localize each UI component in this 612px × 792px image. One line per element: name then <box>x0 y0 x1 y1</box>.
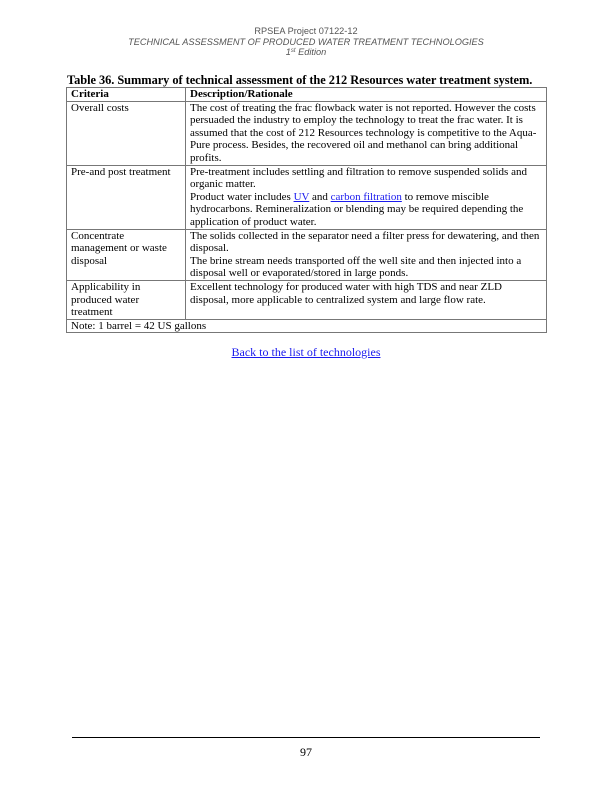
description-line: disposal, more applicable to centralized system and large flow rate. <box>190 293 486 306</box>
description-line: disposal well or evaporated/stored in large ponds. <box>190 267 409 280</box>
description-cell <box>186 280 547 319</box>
description-line <box>190 191 542 204</box>
header-description: Description/Rationale <box>186 88 547 102</box>
running-header <box>0 26 612 58</box>
back-link-container <box>0 345 612 360</box>
description-line: Pre-treatment includes settling and filtration to remove suspended solids and <box>190 165 527 178</box>
uv-link[interactable]: UV <box>293 190 310 203</box>
description-line: The brine stream needs transported off the well site and then injected into a <box>190 254 522 267</box>
description-cell <box>186 101 547 165</box>
criteria-cell <box>67 229 186 280</box>
criteria-cell <box>67 165 186 229</box>
description-line: hydrocarbons. Remineralization or blending may be required depending the <box>190 203 524 216</box>
description-line: The cost of treating the frac flowback water is not reported. However the costs <box>190 101 536 114</box>
table-header-row <box>67 88 547 102</box>
footer-divider <box>72 737 540 738</box>
criteria-cell <box>67 101 186 165</box>
description-line: The solids collected in the separator need a filter press for dewatering, and then <box>190 229 540 242</box>
description-line: profits. <box>190 151 222 164</box>
table-row <box>67 280 547 319</box>
text-segment: Product water includes <box>190 190 294 203</box>
description-line: Pure process. Besides, the recovered oil and methanol can bring additional <box>190 139 519 152</box>
edition-suffix: st <box>290 48 296 54</box>
description-cell <box>186 229 547 280</box>
description-line: organic matter. <box>190 178 256 191</box>
table-row <box>67 165 547 229</box>
header-criteria: Criteria <box>67 88 186 102</box>
criteria-text: Pre-and post treatment <box>71 165 171 178</box>
table-note: Note: 1 barrel = 42 US gallons <box>67 319 547 333</box>
criteria-text: Applicability in <box>71 280 141 293</box>
header-project: RPSEA Project 07122-12 <box>254 26 358 36</box>
page-number: 97 <box>300 745 312 759</box>
description-cell <box>186 165 547 229</box>
table-caption: Table 36. Summary of technical assessment of the 212 Resources water treatment system. <box>67 73 533 87</box>
header-title: TECHNICAL ASSESSMENT OF PRODUCED WATER TREATMENT TECHNOLOGIES <box>128 36 484 47</box>
criteria-text: produced water <box>71 293 140 306</box>
description-line: assumed that the cost of 212 Resources technology is competitive to the Aqua- <box>190 126 537 139</box>
criteria-text: Concentrate <box>71 229 125 242</box>
text-segment: to remove miscible <box>401 190 489 203</box>
back-to-technologies-link[interactable]: Back to the list of technologies <box>231 345 381 359</box>
table-note-row <box>67 319 547 333</box>
criteria-text: treatment <box>71 306 113 319</box>
table-row <box>67 229 547 280</box>
edition-number: 1 <box>285 47 291 57</box>
description-line: application of product water. <box>190 215 317 228</box>
description-line: disposal. <box>190 242 229 255</box>
carbon-filtration-link[interactable]: carbon filtration <box>330 190 402 203</box>
criteria-text: disposal <box>71 254 108 267</box>
description-line: persuaded the industry to employ the technology to treat the frac water. It is <box>190 114 523 127</box>
assessment-table <box>66 87 547 333</box>
table-row <box>67 101 547 165</box>
criteria-cell <box>67 280 186 319</box>
edition-word: Edition <box>298 47 327 57</box>
criteria-text: management or waste <box>71 242 167 255</box>
text-segment: and <box>309 190 331 203</box>
criteria-text: Overall costs <box>71 101 129 114</box>
description-line: Excellent technology for produced water with high TDS and near ZLD <box>190 280 502 293</box>
header-edition <box>0 47 612 58</box>
